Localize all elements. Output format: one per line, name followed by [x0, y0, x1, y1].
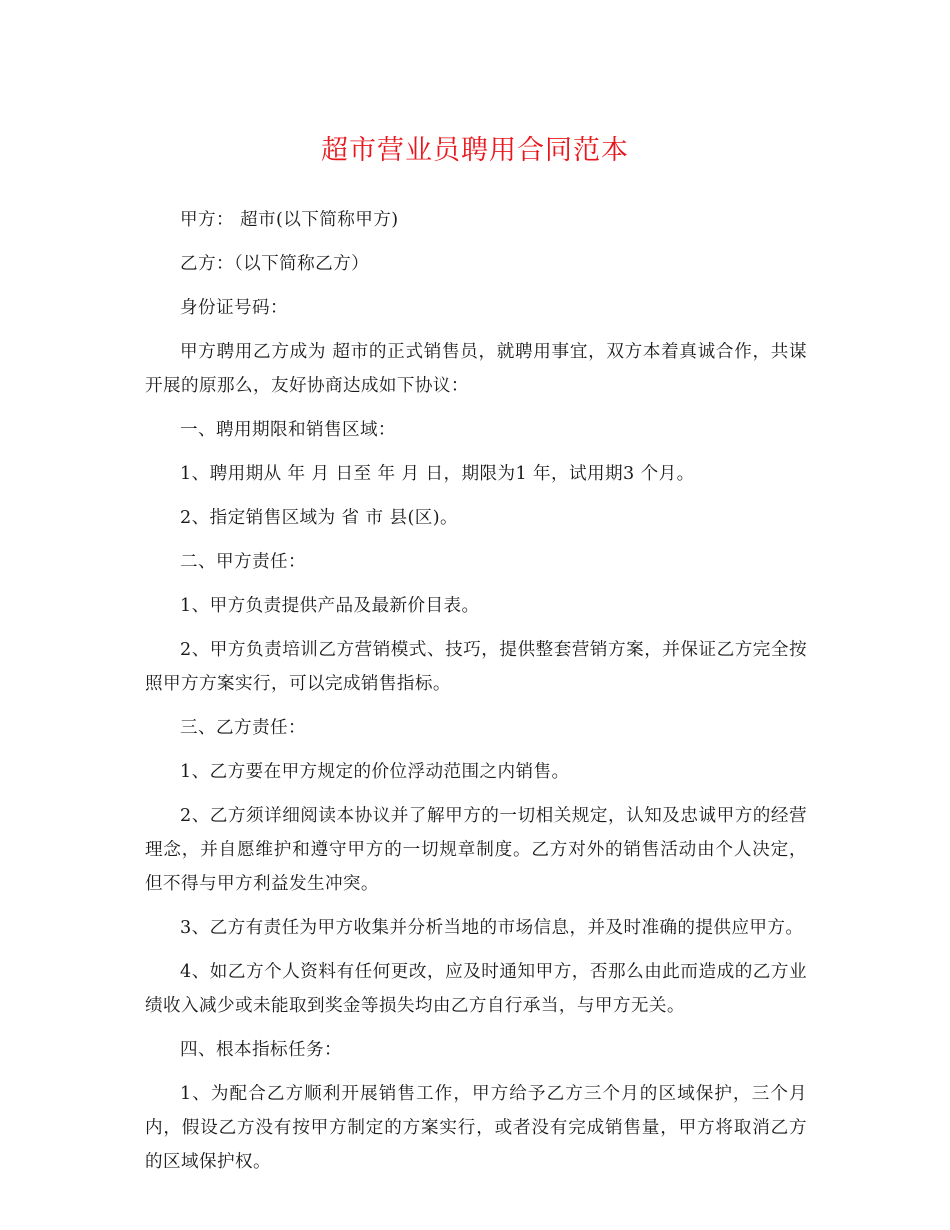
clause-4-1: 1、为配合乙方顺利开展销售工作，甲方给予乙方三个月的区域保护，三个月内，假设乙方没有按甲方制定的方案实行，或者没有完成销售量，甲方将取消乙方的区域保护权。 — [145, 1084, 807, 1172]
section-heading-term-area: 一、聘用期限和销售区域： — [180, 420, 396, 440]
section-heading-targets: 四、根本指标任务： — [180, 1040, 342, 1060]
party-a-line: 甲方： 超市(以下简称甲方) — [180, 210, 399, 230]
clause-3-2: 2、乙方须详细阅读本协议并了解甲方的一切相关规定，认知及忠诚甲方的经营理念，并自愿维护和遵守甲方的一切规章制度。乙方对外的销售活动由个人决定，但不得与甲方利益发生冲突。 — [145, 806, 807, 894]
clause-1-1: 1、聘用期从 年 月 日至 年 月 日，期限为1 年，试用期3 个月。 — [180, 464, 695, 484]
document-title: 超市营业员聘用合同范本 — [321, 135, 629, 166]
clause-3-4: 4、如乙方个人资料有任何更改，应及时通知甲方，否那么由此而造成的乙方业绩收入减少或未能取到奖金等损失均由乙方自行承当，与甲方无关。 — [145, 962, 807, 1016]
clause-3-1: 1、乙方要在甲方规定的价位浮动范围之内销售。 — [180, 762, 570, 782]
clause-2-2: 2、甲方负责培训乙方营销模式、技巧，提供整套营销方案，并保证乙方完全按照甲方方案实行，可以完成销售指标。 — [145, 640, 807, 694]
clause-3-3: 3、乙方有责任为甲方收集并分析当地的市场信息，并及时准确的提供应甲方。 — [180, 918, 804, 938]
party-b-line: 乙方：（以下简称乙方） — [180, 254, 370, 274]
clause-1-2: 2、指定销售区域为 省 市 县(区)。 — [180, 508, 459, 528]
section-heading-party-a: 二、甲方责任： — [180, 552, 306, 572]
id-number-line: 身份证号码： — [180, 298, 288, 318]
document-body — [145, 203, 807, 1189]
section-heading-party-b: 三、乙方责任： — [180, 718, 306, 738]
preamble-paragraph: 甲方聘用乙方成为 超市的正式销售员，就聘用事宜，双方本着真诚合作，共谋开展的原那么，友好协商达成如下协议： — [145, 342, 807, 396]
clause-2-1: 1、甲方负责提供产品及最新价目表。 — [180, 596, 480, 616]
